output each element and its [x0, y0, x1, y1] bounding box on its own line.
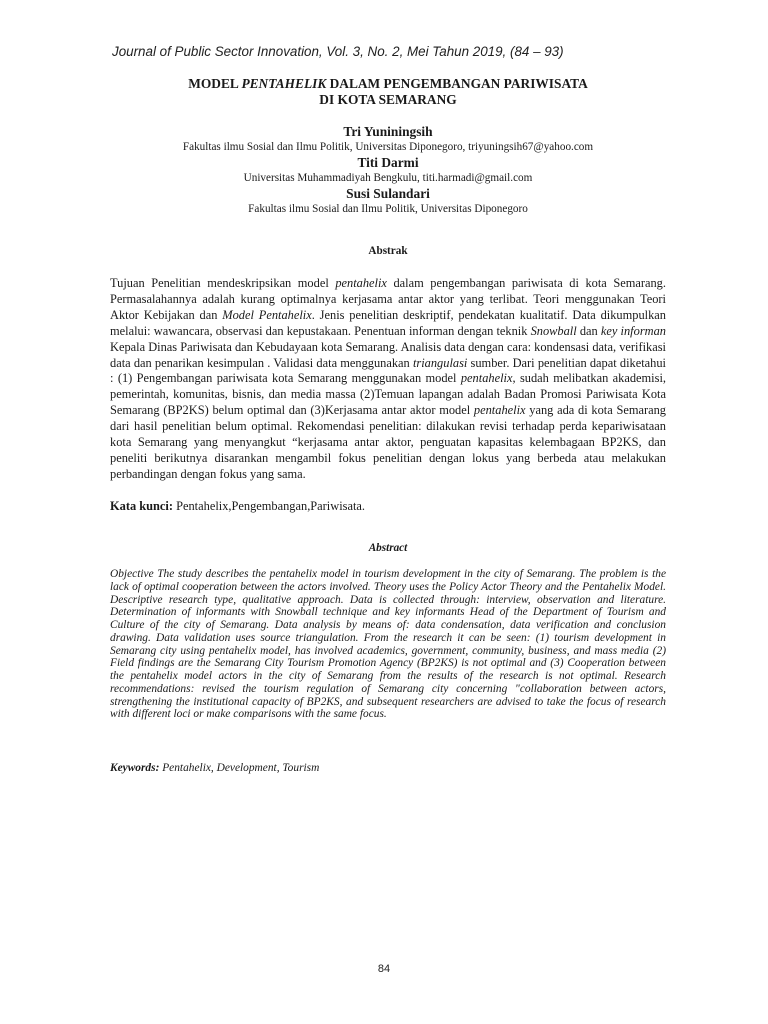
- abstrak-text: Kepala Dinas Pariwisata dan Kebudayaan kota Semarang. Analisis data dengan cara: kondensasi data, verifikasi data dan penarikan kesimpulan . Validasi data menggunakan: [110, 339, 666, 370]
- abstrak-text: sudah melibatkan akademisi, pemerintah, komunitas, bisnis, dan media massa (2)Temuan lapangan adalah Badan Promosi Pariwisata Kota Semarang (BP2KS) belum optimal dan (3)Kerjasama antar aktor model: [110, 371, 666, 418]
- abstrak-italic: triangulasi: [412, 355, 468, 370]
- keywords-label: Keywords:: [110, 762, 160, 774]
- abstrak-italic: pentahelix,: [460, 371, 516, 386]
- abstrak-heading: Abstrak: [368, 245, 408, 257]
- author-affiliation: Universitas Muhammadiyah Bengkulu, titi.harmadi@gmail.com: [243, 172, 533, 184]
- title-text: MODEL: [188, 76, 242, 91]
- abstrak-text: dalam pengembangan pariwisata di kota Semarang. Permasalahannya adalah kurang optimalnya kerjasama antar aktor yang terlibat. Teori menggunakan Teori Aktor Kebijakan dan: [110, 276, 666, 322]
- paper-title: [110, 76, 666, 108]
- abstrak-text: . Jenis penelitian deskriptif, pendekatan kualitatif. Data dikumpulkan melalui: wawancara, observasi dan kepustakaan. Penentuan informan dengan teknik: [110, 307, 666, 338]
- author-affiliation: Fakultas ilmu Sosial dan Ilmu Politik, Universitas Diponegoro: [248, 203, 528, 215]
- journal-header: Journal of Public Sector Innovation, Vol. 3, No. 2, Mei Tahun 2019, (84 – 93): [112, 44, 564, 59]
- title-line-1: [110, 76, 666, 92]
- kata-kunci-value: Pentahelix,Pengembangan,Pariwisata.: [173, 499, 366, 513]
- abstrak-italic: Model Pentahelix: [222, 307, 312, 322]
- abstrak-italic: key informan: [600, 323, 666, 338]
- abstrak-body: [110, 276, 666, 483]
- keywords-value: Pentahelix, Development, Tourism: [159, 762, 320, 774]
- abstract-heading: Abstract: [368, 542, 408, 554]
- author-name: Tri Yuniningsih: [343, 124, 433, 139]
- kata-kunci: [110, 499, 666, 514]
- abstrak-italic: Snowball: [530, 323, 577, 338]
- page-number: 84: [377, 963, 391, 975]
- author-list: [110, 124, 666, 217]
- abstract-body: Objective The study describes the pentahelix model in tourism development in the city of Semarang. The problem is the lack of optimal cooperation between the actors involved. Theory uses the Policy Actor Theory and the Pentahelix Model. Descriptive research type, qualitative approach. Data is collected through: interview, observation and literature. Determination of informants with Snowball technique and key informants Head of the Department of Tourism and Culture of the city of Semarang. Data analysis by means of: data condensation, data verification and conclusion drawing. Data validation uses source triangulation. From the research it can be seen: (1) tourism development in Semarang city using pentahelix model, has involved academics, government, community, business, and mass media (2) Field findings are the Semarang City Tourism Promotion Agency (BP2KS) is not optimal and (3) Cooperation between the pentahelix model actors in the city of Semarang from the results of the research is not optimal. Research recommendations: revised the tourism regulation of Semarang city concerning "collaboration between actors, strengthening the institutional capacity of BP2KS, and subsequent researchers are advised to take the focus of research with different loci or make comparisons with the same focus.: [110, 568, 666, 721]
- author-name: Susi Sulandari: [346, 186, 430, 201]
- title-line-2: DI KOTA SEMARANG: [319, 92, 457, 107]
- abstrak-text: sumber. Dari penelitian dapat diketahui : (1) Pengembangan pariwisata kota Semarang menggunakan model: [110, 355, 666, 386]
- abstrak-italic: pentahelix: [473, 403, 526, 418]
- author-affiliation: Fakultas ilmu Sosial dan Ilmu Politik, Universitas Diponegoro, triyuningsih67@yahoo.com: [182, 141, 594, 153]
- abstrak-italic: pentahelix: [335, 276, 387, 290]
- kata-kunci-label: Kata kunci:: [110, 499, 173, 513]
- keywords: [110, 762, 666, 774]
- author-name: Titi Darmi: [357, 155, 419, 170]
- abstrak-text: yang ada di kota Semarang dari hasil penelitian belum optimal. Rekomendasi penelitian: dilakukan revisi terhadap perda kepariwisataan kota Semarang yang menyangkut “kerjasama antar aktor, penguatan kapasitas kelembagaan BP2KS, dan peneliti berikutnya disarankan mengambil fokus penelitian dengan lokus yang berbeda atau melakukan perbandingan dengan fokus yang sama.: [110, 403, 666, 481]
- title-text-end: DALAM PENGEMBANGAN PARIWISATA: [326, 76, 588, 91]
- abstrak-text: Tujuan Penelitian mendeskripsikan model: [110, 276, 336, 290]
- abstrak-text: dan: [576, 323, 601, 338]
- title-italic-text: PENTAHELIK: [241, 76, 327, 91]
